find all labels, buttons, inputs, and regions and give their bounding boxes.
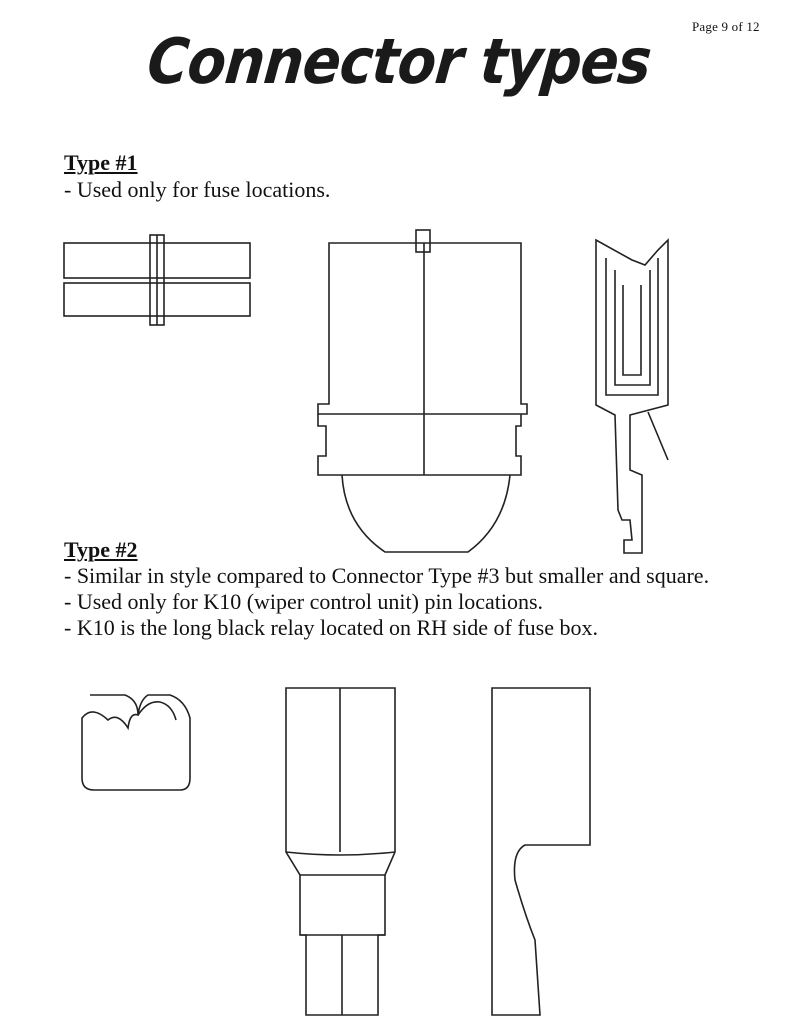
type2-description-3: - K10 is the long black relay located on RH side of fuse box. <box>64 615 598 640</box>
type2-side-view <box>492 688 590 1015</box>
type2-description-1: - Similar in style compared to Connector Type #3 but smaller and square. <box>64 563 710 588</box>
type2-top-view <box>82 695 190 790</box>
type1-description: - Used only for fuse locations. <box>64 177 331 202</box>
type2-heading: Type #2 <box>64 537 138 562</box>
page-number: Page 9 of 12 <box>692 19 760 34</box>
type1-heading: Type #1 <box>64 150 138 175</box>
type2-front-view <box>286 688 395 1015</box>
page-title: Connector types <box>144 26 654 99</box>
type2-description-2: - Used only for K10 (wiper control unit) pin locations. <box>64 589 544 614</box>
